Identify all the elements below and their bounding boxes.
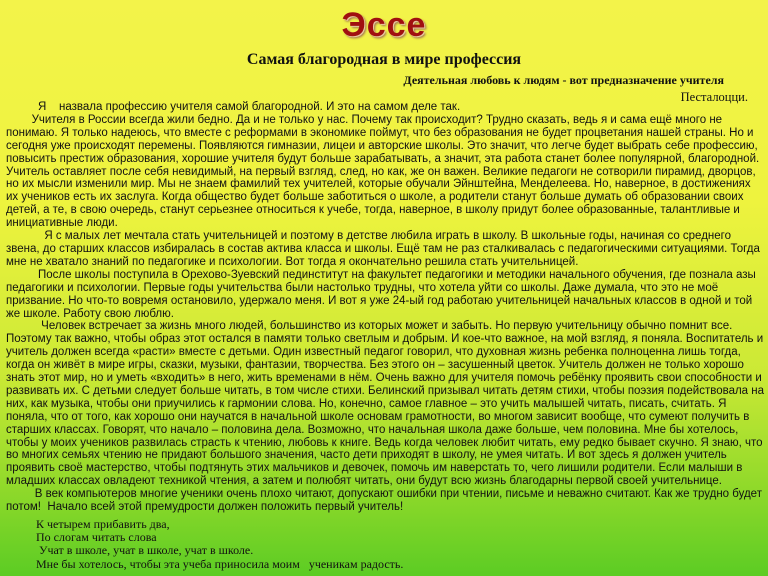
essay-paragraph: Я с малых лет мечтала стать учительницей и поэтому в детстве любила играть в школу. В школьные годы, начиная со среднего звена, до старших классов избиралась в состав актива класса и школы. Ещё там не раз сталкивалась с педагогическими ситуациями. Тогда мне не хватало знаний по педагогике и психологии. Вот тогда я окончательно решила стать учительницей. bbox=[6, 230, 764, 268]
essay-paragraph: В век компьютеров многие ученики очень плохо читают, допускают ошибки при чтении, письме и неважно считают. Как же трудно будет потом! Начало всей этой премудрости должен положить первый учитель! bbox=[6, 488, 766, 514]
poem-line: К четырем прибавить два, bbox=[36, 517, 170, 531]
poem-block bbox=[36, 518, 403, 571]
poem-line: Учат в школе, учат в школе, учат в школе. bbox=[36, 543, 254, 558]
essay-paragraph: После школы поступила в Орехово-Зуевский пединститут на факультет педагогики и методики начального обучения, где познала азы педагогики и психологии. Первые годы учительства были настолько трудны, что хотела уйти со школы. Даже думала, что это не моё призвание. Но что-то вовремя остановило, удержало меня. И вот я уже 24-ый год работаю учительницей начальных классов в одной и той же школе. Работу свою люблю. bbox=[6, 268, 760, 320]
epigraph: Деятельная любовь к людям - вот предназначение учителя bbox=[403, 73, 724, 87]
page-title: Эссе bbox=[341, 6, 427, 44]
essay-body bbox=[6, 101, 768, 514]
poem-line: Мне бы хотелось, чтобы эта учеба приносила моим ученикам радость. bbox=[36, 556, 404, 571]
essay-paragraph: Человек встречает за жизнь много людей, большинство из которых может и забыть. Но первую учительницу обычно помнит все. Поэтому так важно, чтобы образ этот остался в памяти только светлым и добрым. И кое-что важное, на мой взгляд, я поняла. Воспитатель и учитель должен всегда «расти» вместе с детьми. Один известный педагог говорил, что духовная жизнь ребенка полноценна лишь тогда, когда он живёт в мире игры, сказки, музыки, фантазии, творчества. Без этого он – засушенный цветок. Учитель должен не только хорошо знать этот мир, но и уметь «входить» в него, жить временами в нём. Очень важно для учителя помочь ребёнку проявить свои способности и развивать их. С детьми следует больше читать, в том числе стихи. Белинский призывал читать детям стихи, чтобы поэзия подействовала на них, как музыка, чтобы они приучились к гармонии слова. Но, конечно, самое главное – это учить малышей читать, писать, считать. Я поняла, что от того, как хорошо они научатся в начальной школе основам грамотности, во многом зависит вообще, что сумеют получить в старших классах. Говорят, что начало – половина дела. Возможно, что начальная школа даже больше, чем половина. Мне бы хотелось, чтобы у моих учеников развилась страсть к чтению, любовь к книге. Ведь когда человек любит читать, ему редко бывает скучно. Я знаю, что во многих семьях чтению не придают большого значения, часто дети приходят в школу, не умея читать. И вот здесь я должен учитель проявить своё мастерство, чтобы подтянуть этих мальчиков и девочек, помочь им наверстать то, чего лишили родители. Если малыши в младших классах овладеют техникой чтения, а затем и полюбят читать, они будут всю жизнь благодарны первой своей учительнице. bbox=[6, 320, 768, 488]
essay-paragraph: Я назвала профессию учителя самой благородной. И это на самом деле так. bbox=[6, 101, 461, 113]
epigraph-author: Песталоцци. bbox=[680, 90, 748, 104]
essay-subtitle: Самая благородная в мире профессия bbox=[246, 51, 522, 68]
essay-paragraph: Учителя в России всегда жили бедно. Да и не только у нас. Почему так происходит? Трудно сказать, ведь я и сама ещё много не понимаю. Я только надеюсь, что вместе с реформами в экономике поймут, что без образования не будет процветания нашей страны. Но и сегодня уже происходят перемены. Появляются гимназии, лицеи и авторские школы. Это значит, что легче будет выбрать себе профессию, повысить престиж образования, хорошие учителя будут больше зарабатывать, а значит, эта работа станет более популярной, благородной. Учитель оставляет после себя невидимый, на первый взгляд, след, но как, же он важен. Великие педагоги не сотворили пирамид, дворцов, но их мысли изменили мир. Мы не знаем фамилий тех учителей, которые обучали Эйнштейна, Менделеева. Но, наверное, в достижениях их учеников есть их заслуга. Когда общество будет больше заботиться о школе, а родители станут больше думать об образовании своих детей, а те, в свою очередь, станут серьезнее относиться к учебе, тогда, наверное, в школу придут более образованные, талантливые и инициативные люди. bbox=[6, 113, 763, 230]
poem-line: По слогам читать слова bbox=[36, 530, 157, 545]
